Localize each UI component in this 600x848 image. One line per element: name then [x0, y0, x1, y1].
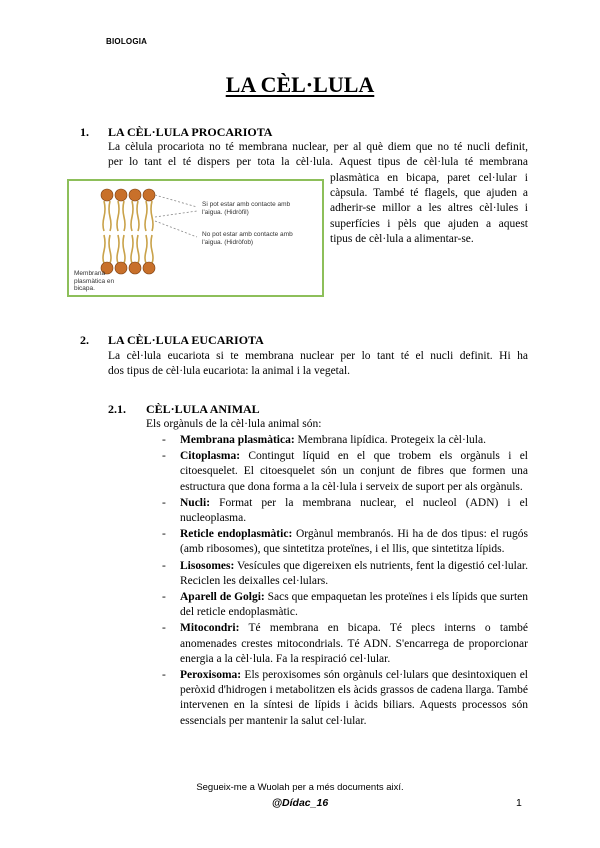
section-1-heading [80, 125, 500, 140]
paragraph-line: tipus de cèl·lula a alimentar-se. [330, 232, 474, 245]
organelle-item [160, 621, 528, 667]
organelle-term: Peroxisoma: [180, 669, 242, 682]
organelle-item [160, 527, 528, 557]
organelle-item [160, 433, 528, 448]
bullet-dash: - [162, 496, 166, 509]
bullet-dash: - [162, 528, 166, 541]
paragraph-line: superfícies i pèls que ajuden a aquest [330, 217, 528, 230]
paragraph-line: La cèlula procariota no té membrana nuclear, per al què diem que no té nucli definit, [108, 141, 528, 153]
paragraph-line: La cèl·lula eucariota si te membrana nuclear per lo tant té el nucli definit. Hi ha [108, 350, 528, 362]
footer-note: Segueix-me a Wuolah per a més documents així. [196, 782, 404, 793]
paragraph-line: càpsula. També té flagels, que ajuden a [330, 187, 528, 200]
organelle-item [160, 668, 528, 729]
bullet-dash: - [162, 591, 166, 604]
organelle-term: Aparell de Golgi: [180, 591, 265, 604]
phospholipid-top-row [101, 189, 155, 231]
organelle-item [160, 590, 528, 620]
section-1-body-right [330, 171, 528, 247]
paragraph-line: per lo tant el té dispers per tota la cèl·lula. Aquest tipus de cèl·lula té membrana [108, 156, 528, 169]
bullet-dash: - [162, 434, 166, 446]
organelle-description: Vesícules que digereixen els nutrients, fent la digestió cel·lular. Reciclen les deixalles cel·lulars. [180, 559, 528, 587]
organelle-description: Membrana lipídica. Protegeix la cèl·lula. [294, 434, 486, 446]
section-2-1-heading [108, 402, 408, 417]
organelle-item [160, 449, 528, 495]
phospholipid-bottom-row [101, 235, 155, 274]
organelle-item [160, 496, 528, 526]
bilayer-figure [67, 179, 324, 297]
organelle-description: Format per la membrana nuclear, el nucleol (ADN) i el nucleoplasma. [180, 496, 528, 525]
organelle-description: Té membrana en bicapa. Té plecs interns o també anomenades crestes mitocondrials. Té ADN. S'encarrega de proporcionar energia a la cèl·lula. Fa la respiració cel·lular. [180, 622, 528, 665]
page-number: 1 [516, 797, 522, 809]
label-hydrophobic: No pot estar amb contacte amb l'aigua. (Hidròfob) [202, 231, 293, 246]
paragraph-line: dos tipus de cèl·lula eucariota: la animal i la vegetal. [108, 365, 351, 378]
organelle-term: Lisosomes: [180, 559, 235, 572]
label-hydrophilic: Si pot estar amb contacte amb l'aigua. (Hidròfil) [202, 201, 291, 216]
section-number: 1. [80, 125, 89, 139]
bullet-dash: - [162, 450, 166, 463]
bullet-dash: - [162, 669, 166, 682]
section-title: LA CÈL·LULA PROCARIOTA [108, 125, 273, 139]
header-subject: BIOLOGIA [106, 37, 148, 46]
organelle-list [160, 433, 528, 730]
section-title: LA CÈL·LULA EUCARIOTA [108, 333, 264, 347]
section-2-heading [80, 333, 500, 348]
organelle-description: Sacs que empaquetan les proteïnes i els lípids que surten del reticle endoplasmàtic. [180, 591, 528, 619]
organelle-description: Orgànul membranós. Hi ha de dos tipus: el rugós (amb ribosomes), que sintetitza proteïnes, i el llis, que sintetitza lípids. [180, 528, 529, 556]
figure-caption: Membrana plasmàtica en bicapa. [74, 270, 115, 292]
organelle-term: Membrana plasmàtica: [180, 434, 295, 446]
paragraph-line: adherir-se millor a les altres cèl·lules i [330, 202, 528, 215]
organelle-term: Mitocondri: [180, 622, 240, 635]
paragraph-line: plasmàtica en bicapa, paret cel·lular i [330, 172, 528, 184]
pointer-lines [155, 195, 197, 237]
bullet-dash: - [162, 622, 166, 635]
bullet-dash: - [162, 559, 166, 572]
section-2-1-intro: Els orgànuls de la cèl·lula animal són: [146, 418, 322, 430]
organelle-description: Contingut líquid en el que trobem els orgànuls i el citoesquelet. El citoesquelet són un conjunt de fibres que formen una estructura que dona forma a la cèl·lula i serveix de suport per als orgànuls. [180, 450, 528, 493]
section-2-body [108, 349, 528, 379]
organelle-term: Nucli: [180, 496, 211, 509]
section-number: 2.1. [108, 402, 126, 416]
section-1-body-top [108, 140, 528, 170]
organelle-term: Citoplasma: [180, 450, 241, 463]
organelle-item [160, 559, 528, 589]
page-title: LA CÈL·LULA [225, 72, 375, 97]
organelle-description: Els peroxisomes són orgànuls cel·lulars que desintoxiquen el peròxid d'hidrogen i metabolitzen els àcids grassos de cadena llarga. També intervenen en la síntesi de lípids i àcids biliars. Aquests processos són essencials per mantenir la salut cel·lular. [180, 669, 528, 727]
organelle-term: Reticle endoplasmàtic: [180, 528, 293, 541]
section-number: 2. [80, 333, 89, 347]
section-title: CÈL·LULA ANIMAL [146, 402, 260, 416]
footer-handle: @Dídac_16 [271, 797, 329, 809]
